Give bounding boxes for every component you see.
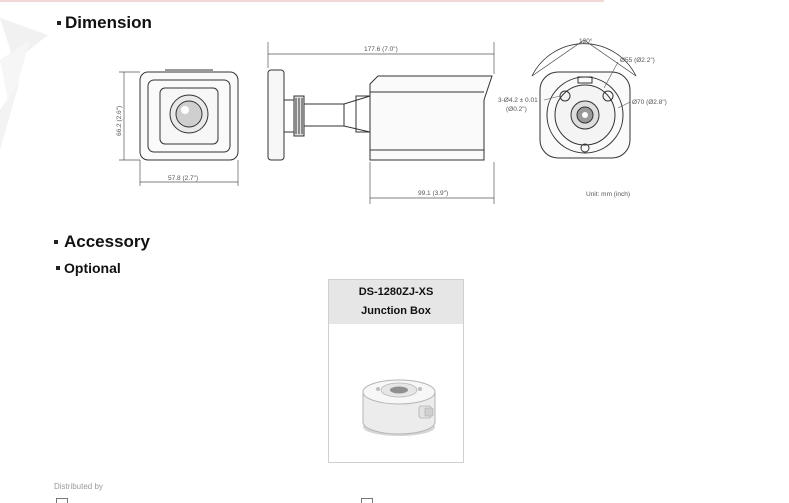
side-view-length-label: 177.6 (7.0") [364, 46, 398, 53]
base-view-hole-label-unit: (Ø0.2") [506, 106, 527, 113]
dimension-heading-text: Dimension [65, 13, 152, 32]
base-view-d55-label: Ø55 (Ø2.2") [620, 57, 655, 64]
side-view-body-dimension [370, 162, 494, 204]
front-view-width-label: 57.8 (2.7") [168, 175, 199, 182]
base-view-d70-label: Ø70 (Ø2.8") [632, 99, 667, 106]
base-view-hole-label: 3-Ø4.2 ± 0.01 [498, 97, 538, 104]
unit-label: Unit: mm (inch) [586, 191, 631, 198]
bullet-icon [54, 240, 58, 244]
optional-heading [56, 260, 121, 276]
distributed-by-label: Distributed by [54, 482, 103, 491]
accessory-heading [54, 232, 150, 252]
side-view-body-label: 99.1 (3.9") [418, 190, 449, 197]
accessory-heading-text: Accessory [64, 232, 151, 251]
accessory-card [328, 279, 464, 463]
side-view-drawing [268, 70, 492, 160]
optional-heading-text: Optional [64, 260, 121, 276]
bullet-icon [56, 266, 60, 270]
front-view-height-label: 66.2 (2.6") [116, 105, 123, 136]
junction-box-image [329, 324, 463, 462]
footer-marker-right [361, 498, 373, 503]
front-view-drawing [140, 70, 238, 160]
accessory-card-header [329, 280, 463, 324]
front-view-width-dimension [140, 160, 238, 186]
accessory-model: DS-1280ZJ-XS [358, 286, 434, 298]
footer-marker-left [56, 498, 68, 503]
dimension-drawings [0, 0, 789, 230]
accessory-name: Junction Box [361, 305, 431, 317]
base-view-angle-label: 120° [579, 38, 593, 45]
